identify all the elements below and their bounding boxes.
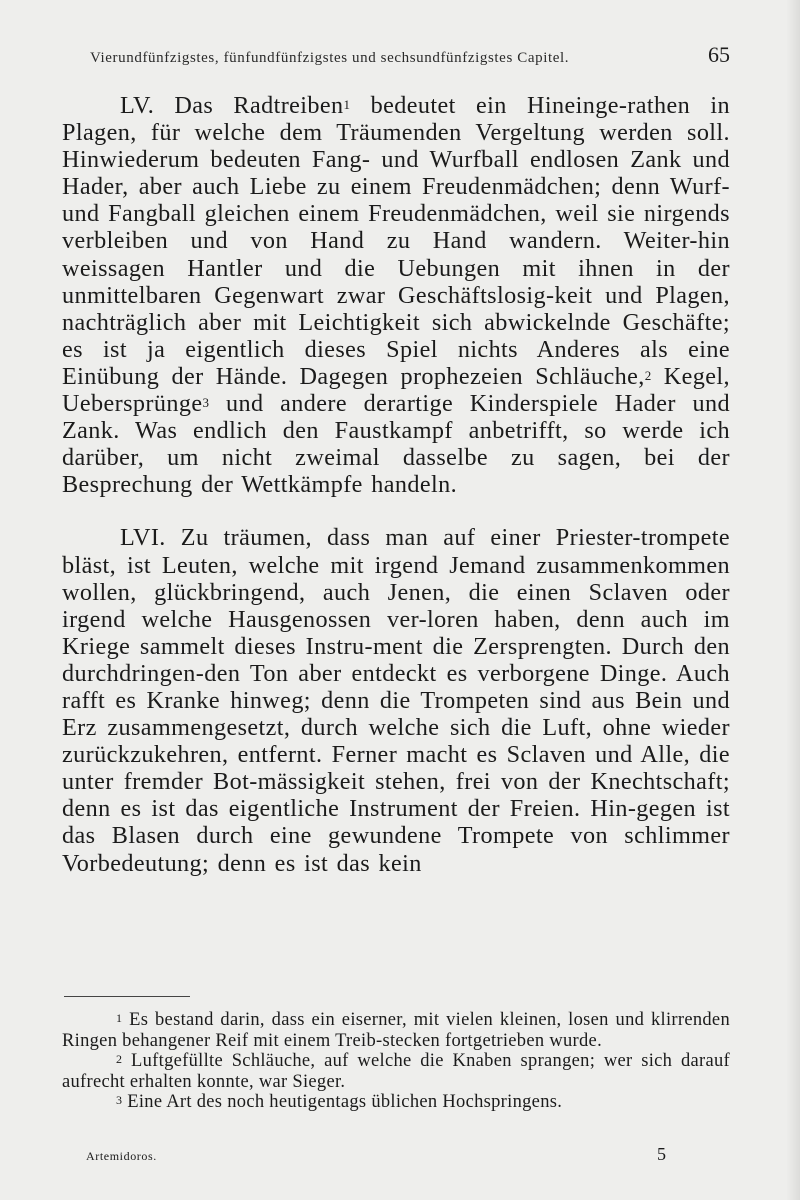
paragraph-lv-part-2: bedeutet ein Hineinge-rathen in Plagen, für welche dem Träumenden Vergeltung werden soll. Hinwiederum bedeuten Fang- und Wurfball endlosen Zank und Hader, aber auch Liebe zu einem Freudenmädchen; denn Wurf- und Fangball gleichen einem Freudenmädchen, weil sie nirgends verbleiben und von Hand zu Hand wandern. Weiter-hin weissagen Hantler und die Uebungen mit ihnen in der unmittelbaren Gegenwart zwar Geschäftslosig-keit und Plagen, nachträglich aber mit Leichtigkeit sich abwickelnde Geschäfte; es ist ja eigentlich dieses Spiel nichts Anderes als eine Einübung der Hände. Dagegen prophezeien Schläuche, xyxy=(62,92,730,390)
footnote-text-1: Es bestand darin, dass ein eiserner, mit vielen kleinen, losen und klirrenden Ringen behangener Reif mit einem Treib-stecken fortgetrieben wurde. xyxy=(62,1010,730,1051)
footnote-mark-3: 3 xyxy=(116,1093,123,1107)
paragraph-lv-part-3: Kegel, Uebersprünge xyxy=(62,362,730,418)
paragraph-lv-part-4: und andere derartige Kinderspiele Hader und Zank. Was endlich den Faustkampf anbetrifft, so werde ich darüber, um nicht zweimal dasselbe zu sagen, bei der Besprechung der Wettkämpfe handeln. xyxy=(62,390,730,499)
footnote-ref-3: 3 xyxy=(202,395,210,411)
running-title: Vierundfünfzigstes, fünfundfünfzigstes und sechsundfünfzigstes Capitel. xyxy=(90,50,570,66)
footnote-mark-2: 2 xyxy=(116,1052,123,1066)
footnote-text-3: Eine Art des noch heutigentags üblichen Hochspringens. xyxy=(122,1092,563,1112)
footnote-divider xyxy=(64,996,190,997)
paragraph-lv xyxy=(62,92,730,498)
footnote-3 xyxy=(62,1092,730,1113)
page-number: 65 xyxy=(708,42,730,67)
body-text xyxy=(62,92,730,877)
page-header xyxy=(90,42,730,68)
paragraph-lv-part-1: LV. Das Radtreiben xyxy=(120,92,344,119)
footnote-text-2: Luftgefüllte Schläuche, auf welche die Knaben sprangen; wer sich darauf aufrecht erhalten konnte, war Sieger. xyxy=(62,1051,730,1092)
footnote-2 xyxy=(62,1051,730,1092)
paragraph-lvi: LVI. Zu träumen, dass man auf einer Priester-trompete bläst, ist Leuten, welche mit irgend Jemand zusammenkommen wollen, glückbringend, auch Jenen, die einen Sclaven oder irgend welche Hausgenossen ver-loren haben, denn auch im Kriege sammelt dieses Instru-ment die Zersprengten. Durch den durchdringen-den Ton aber entdeckt es verborgene Dinge. Auch rafft es Kranke hinweg; denn die Trompeten sind aus Bein und Erz zusammengesetzt, durch welche sich die Luft, ohne wieder zurückzukehren, entfernt. Ferner macht es Sclaven und Alle, die unter fremder Bot-mässigkeit stehen, frei von der Knechtschaft; denn es ist das eigentliche Instrument der Freien. Hin-gegen ist das Blasen durch eine gewundene Trompete von schlimmer Vorbedeutung; denn es ist das kein xyxy=(62,524,730,877)
printer-signature: Artemidoros. xyxy=(86,1149,157,1163)
footnote-ref-2: 2 xyxy=(644,367,652,383)
footnote-mark-1: 1 xyxy=(116,1011,123,1025)
signature-line xyxy=(86,1144,666,1165)
page-edge-shadow xyxy=(786,0,800,1200)
footnote-ref-1: 1 xyxy=(343,97,351,112)
footnote-1 xyxy=(62,1010,730,1051)
sheet-number: 5 xyxy=(657,1144,666,1164)
footnotes xyxy=(62,1010,730,1113)
